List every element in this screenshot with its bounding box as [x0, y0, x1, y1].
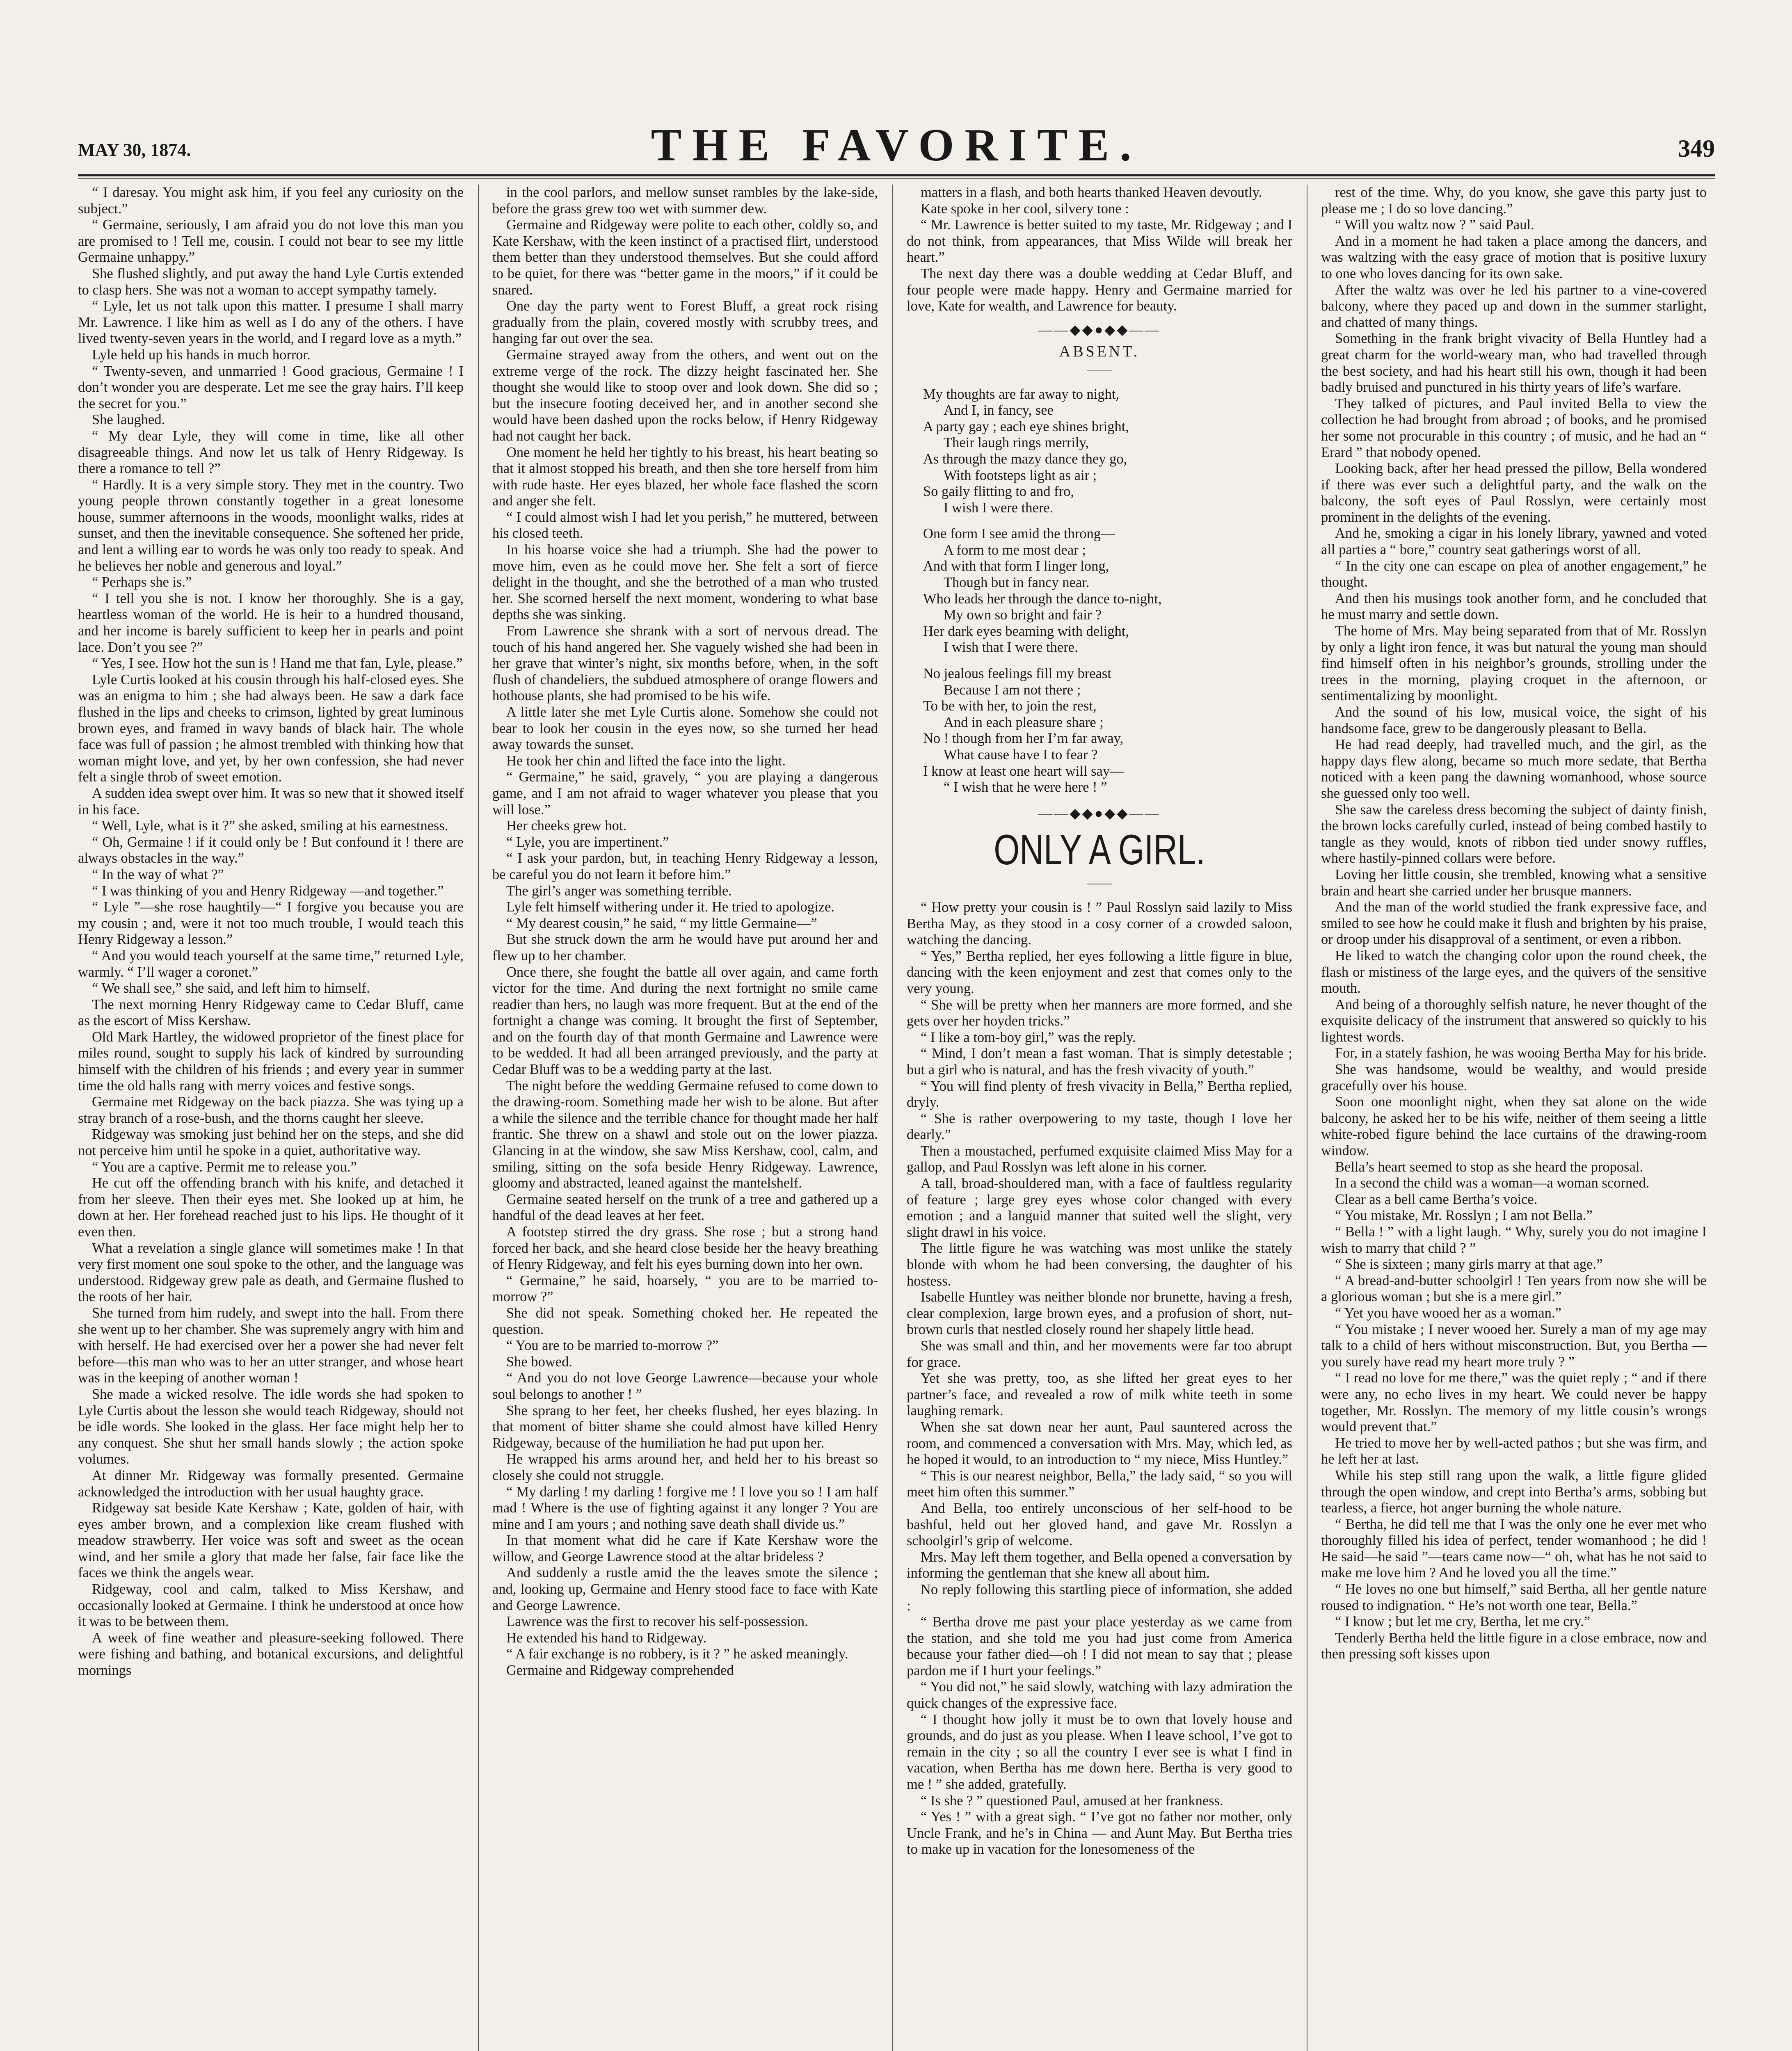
issue-date: MAY 30, 1874. [78, 140, 191, 160]
story-body [907, 900, 1292, 1858]
newspaper-page [78, 62, 1715, 2051]
poem-line: With footsteps light as air ; [944, 467, 1097, 483]
paragraph: She was handsome, would be wealthy, and would preside gracefully over his house. [1321, 1062, 1707, 1094]
paragraph: When she sat down near her aunt, Paul sauntered across the room, and commenced a conversation with Mrs. May, which led, as he hoped it would, to an introduction to “ my niece, Miss Huntley.” [907, 1419, 1292, 1468]
paragraph: “ You are a captive. Permit me to release you.” [92, 1159, 357, 1175]
paragraph: Isabelle Huntley was neither blonde nor brunette, having a fresh, clear complexion, large brown eyes, and a profusion of short, nut-brown curls that nestled closely round her shapely little head. [907, 1289, 1292, 1338]
paragraph: Something in the frank bright vivacity of Bella Huntley had a great charm for the world-weary man, who had travelled through the best society, and had his heart still his own, though it had been badly bruised and punctured in his thirty years of life’s warfare. [1321, 331, 1707, 395]
poem-line: So gaily flitting to and fro, [923, 484, 1074, 500]
poem-stanza [907, 666, 1292, 796]
paragraph: And suddenly a rustle amid the the leaves smote the silence ; and, looking up, Germaine and Henry stood face to face with Kate and George Lawrence. [492, 1565, 878, 1613]
paragraph: “ Yet you have wooed her as a woman.” [1335, 1305, 1561, 1321]
poem-stanza [907, 386, 1292, 516]
paragraph: Tenderly Bertha held the little figure in a close embrace, now and then pressing soft kisses upon [1321, 1630, 1707, 1662]
paragraph: “ I was thinking of you and Henry Ridgeway —and together.” [92, 883, 444, 899]
column-2 [492, 185, 878, 2051]
paragraph: “ Bella ! ” with a light laugh. “ Why, surely you do not imagine I wish to marry that child ? ” [1321, 1224, 1707, 1256]
paragraph: She did not speak. Something choked her. He repeated the question. [492, 1305, 878, 1337]
poem-line: A party gay ; each eye shines bright, [923, 418, 1129, 434]
column-3 [907, 185, 1292, 2051]
paragraph: And Bella, too entirely unconscious of her self-hood to be bashful, held out her gloved hand, and gave Mr. Rosslyn a schoolgirl’s grip of welcome. [907, 1500, 1292, 1549]
poem-line: My thoughts are far away to night, [923, 386, 1120, 402]
poem-title: ABSENT. [1059, 343, 1140, 361]
paragraph: “ You mistake, Mr. Rosslyn ; I am not Bella.” [1335, 1208, 1593, 1224]
poem-line: One form I see amid the throng— [923, 526, 1115, 542]
paragraph: “ In the way of what ?” [92, 866, 224, 882]
masthead-rule-thin [78, 178, 1715, 179]
paragraph: And in a moment he had taken a place among the dancers, and was waltzing with the easy grace of motion that is positive luxury to one who loves dancing for its own sake. [1321, 233, 1707, 281]
paragraph: And the man of the world studied the frank expressive face, and smiled to see how he could make it flush and brighten by his praise, or droop under his disapproval of a sentiment, or even a ribbon. [1321, 899, 1707, 948]
story-conclusion [907, 185, 1292, 315]
paragraph: He cut off the offending branch with his knife, and detached it from her sleeve. Then their eyes met. She looked up at him, he down at her. Her forehead reached just to his lips. He thought of it even then. [78, 1175, 464, 1240]
paragraph: Her cheeks grew hot. [506, 818, 627, 834]
paragraph: “ I read no love for me there,” was the quiet reply ; “ and if there were any, no echo lives in my heart. We could never be happy together, Mr. Rosslyn. The memory of my little cousin’s wrongs would prevent that.” [1321, 1370, 1707, 1435]
paragraph: Bella’s heart seemed to stop as she heard the proposal. [1335, 1159, 1643, 1175]
paragraph: She made a wicked resolve. The idle words she had spoken to Lyle Curtis about the lesson she would teach Ridgeway, should not be idle words. She looked in the glass. Her face might help her to any conquest. She shut her small hands slowly ; the action spoke volumes. [78, 1386, 464, 1467]
paragraph: He tried to move her by well-acted pathos ; but she was firm, and he left her at last. [1321, 1435, 1707, 1467]
paragraph: In that moment what did he care if Kate Kershaw wore the willow, and George Lawrence stood at the altar brideless ? [492, 1533, 878, 1565]
paragraph: Ridgeway sat beside Kate Kershaw ; Kate, golden of hair, with eyes amber brown, and a complexion like cream flushed with meadow strawberry. Her voice was soft and sweet as the ocean wind, and her smile a glory that made her false, fair face like the faces we think the angels wear. [78, 1500, 464, 1581]
paragraph: “ Mr. Lawrence is better suited to my taste, Mr. Ridgeway ; and I do not think, from appearances, that Miss Wilde will break her heart.” [907, 217, 1292, 265]
paragraph: The little figure he was watching was most unlike the stately blonde with whom he had been conversing, the daughter of his hostess. [907, 1240, 1292, 1289]
title-dash: —— [1087, 876, 1112, 890]
paragraph: No reply following this startling piece of information, she added : [907, 1581, 1292, 1614]
paragraph: “ A fair exchange is no robbery, is it ? ” he asked meaningly. [506, 1646, 848, 1662]
paragraph: While his step still rang upon the walk, a little figure glided through the open window, and crept into Bertha’s arms, sobbing but tearless, a fierce, hot anger burning the whole nature. [1321, 1467, 1707, 1516]
paragraph: Germaine and Ridgeway comprehended [506, 1663, 734, 1679]
poem-line: Because I am not there ; [944, 682, 1081, 698]
paragraph: She laughed. [92, 412, 165, 428]
paragraph: “ Oh, Germaine ! if it could only be ! But confound it ! there are always obstacles in the way.” [78, 834, 464, 866]
paragraph: Then a moustached, perfumed exquisite claimed Miss May for a gallop, and Paul Rosslyn was left alone in his corner. [907, 1143, 1292, 1175]
paragraph: What a revelation a single glance will sometimes make ! In that very first moment one soul spoke to the other, and the language was understood. Ridgeway grew pale as death, and Germaine flushed to the roots of her hair. [78, 1240, 464, 1305]
paragraph: She sprang to her feet, her cheeks flushed, her eyes blazing. In that moment of bitter shame she could almost have killed Henry Ridgeway, because of the humiliation he had put upon her. [492, 1402, 878, 1451]
paragraph: “ She is rather overpowering to my taste, though I love her dearly.” [907, 1110, 1292, 1143]
paragraph: “ Will you waltz now ? ” said Paul. [1335, 217, 1534, 233]
paragraph: “ Germaine, seriously, I am afraid you do not love this man you are promised to ! Tell me, cousin. I could not bear to see my little Germaine unhappy.” [78, 217, 464, 265]
poem-line: I wish that I were there. [944, 640, 1078, 655]
paragraph: The home of Mrs. May being separated from that of Mr. Rosslyn by only a light iron fence, it was but natural the young man should find himself often in his neighbor’s grounds, strolling under the trees in the morning, playing croquet in the afternoon, or sentimentalizing by moonlight. [1321, 623, 1707, 704]
paragraph: Germaine and Ridgeway were polite to each other, coldly so, and Kate Kershaw, with the keen instinct of a practised flirt, understood them better than they understood themselves. But she could afford to be quiet, for there was “better game in the moors,” if it could be snared. [492, 217, 878, 298]
paragraph: Germaine seated herself on the trunk of a tree and gathered up a handful of the dead leaves at her feet. [492, 1191, 878, 1224]
paragraph: Ridgeway was smoking just behind her on the steps, and she did not perceive him until he spoke in a quiet, authoritative way. [78, 1126, 464, 1159]
paragraph: He liked to watch the changing color upon the round cheek, the flash or mistiness of the large eyes, and the quivers of the sensitive mouth. [1321, 948, 1707, 996]
paragraph: Loving her little cousin, she trembled, knowing what a sensitive brain and heart she carried under her brusque manners. [1321, 866, 1707, 899]
poem-line: No jealous feelings fill my breast [923, 666, 1111, 682]
paragraph: “ My dear Lyle, they will come in time, like all other disagreeable things. And now let us talk of Henry Ridgeway. Is there a romance to tell ?” [78, 428, 464, 477]
paragraph: Old Mark Hartley, the widowed proprietor of the finest place for miles round, sought to supply his lack of kindred by surrounding himself with the children of his friends ; and every year in summer time the old halls rang with merry voices and festive songs. [78, 1029, 464, 1094]
paragraph: “ Mind, I don’t mean a fast woman. That is simply detestable ; but a girl who is natural, and has the fresh vivacity of youth.” [907, 1046, 1292, 1078]
paragraph: Kate spoke in her cool, silvery tone : [921, 201, 1129, 217]
paragraph: “ I know ; but let me cry, Bertha, let me cry.” [1335, 1614, 1591, 1630]
paragraph: “ And you would teach yourself at the same time,” returned Lyle, warmly. “ I’ll wager a coronet.” [78, 948, 464, 980]
poem-line: And in each pleasure share ; [944, 714, 1104, 730]
paragraph: In a second the child was a woman—a woman scorned. [1335, 1175, 1650, 1191]
poem-line: No ! though from her I’m far away, [923, 731, 1124, 747]
masthead-rule [78, 174, 1715, 176]
paragraph: A tall, broad-shouldered man, with a face of faultless regularity of feature ; large grey eyes whose color changed with every emotion ; and a languid manner that suited well the slight, very slight drawl in his voice. [907, 1176, 1292, 1240]
poem-line: Who leads her through the dance to-night, [923, 591, 1162, 607]
paragraph: After the waltz was over he led his partner to a vine-covered balcony, where they paced up and down in the summer starlight, and chatted of many things. [1321, 282, 1707, 330]
poem-line: I wish I were there. [944, 500, 1054, 516]
paragraph: “ I could almost wish I had let you perish,” he muttered, between his closed teeth. [492, 509, 878, 541]
masthead [78, 111, 1715, 172]
paragraph: “ Bertha drove me past your place yesterday as we came from the station, and she told me you had just come from America because your father died—oh ! I did not mean to say that ; please pardon me if I hurt your feelings.” [907, 1614, 1292, 1679]
story-title: ONLY A GIRL. [994, 826, 1205, 874]
paragraph: “ Lyle, you are impertinent.” [506, 834, 669, 850]
paragraph: “ Lyle, let us not talk upon this matter. I presume I shall marry Mr. Lawrence. I like him as well as I do any of the others. I have lived twenty-seven years in the world, and I regard love as a myth.” [78, 298, 464, 347]
poem-line: My own so bright and fair ? [944, 607, 1102, 623]
poem-line: As through the mazy dance they go, [923, 451, 1127, 467]
paragraph: “ I thought how jolly it must be to own that lovely house and grounds, and do just as you please. When I leave school, I’ve got to remain in the city ; so all the country I ever see is what I find in vacation, when Bertha has me down here. Bertha is very good to me ! ” she added, gratefully. [907, 1711, 1292, 1793]
paragraph: “ Germaine,” he said, hoarsely, “ you are to be married to-morrow ?” [492, 1272, 878, 1305]
paragraph: And being of a thoroughly selfish nature, he never thought of the exquisite delicacy of the instrument that answered so quickly to his lightest words. [1321, 996, 1707, 1045]
paragraph: One moment he held her tightly to his breast, his heart beating so that it almost stopped his breath, and then she tore herself from him with rude haste. Her eyes blazed, her whole face flashed the scorn and anger she felt. [492, 444, 878, 509]
paragraph: “ Hardly. It is a very simple story. They met in the country. Two young people thrown constantly together in a great lonesome house, summer afternoons in the woods, moonlight walks, rides at sunset, and then the inevitable consequence. She softened her pride, and lent a willing ear to words he was only too ready to speak. And he believes her noble and generous and loyal.” [78, 477, 464, 574]
poem-stanza [907, 526, 1292, 656]
section-ornament: ——◆◆●◆◆—— [1038, 322, 1161, 338]
paragraph: Clear as a bell came Bertha’s voice. [1335, 1191, 1538, 1207]
paragraph: From Lawrence she shrank with a sort of nervous dread. The touch of his hand angered her. She vaguely wished she had been in her grave that winter’s night, six months before, when, in the soft flush of chandeliers, the subdued atmosphere of orange flowers and hothouse plants, she had promised to be his wife. [492, 623, 878, 704]
paragraph: Once there, she fought the battle all over again, and came forth victor for the time. And during the next fortnight no smile came readier than hers, no laugh was more frequent. But at the end of the fortnight a change was coming. It brought the first of September, and on the fourth day of that month Germaine and Lawrence were to be wedded. It had all been arranged previously, and the party at Cedar Bluff was to be a wedding party at the last. [492, 964, 878, 1078]
page-number: 349 [1678, 135, 1715, 162]
paragraph: “ Perhaps she is.” [92, 574, 192, 590]
paragraph: rest of the time. Why, do you know, she gave this party just to please me ; I do so love dancing.” [1321, 185, 1707, 217]
paragraph: “ My darling ! my darling ! forgive me ! I love you so ! I am half mad ! Where is the use of fighting against it any longer ? You are mine and I am yours ; and nothing save death shall divide us.” [492, 1484, 878, 1532]
paragraph: “ Yes,” Bertha replied, her eyes following a little figure in blue, dancing with the keen enjoyment and zest that comes only to the very young. [907, 948, 1292, 996]
paragraph: “ You will find plenty of fresh vivacity in Bella,” Bertha replied, dryly. [907, 1078, 1292, 1110]
paragraph: He wrapped his arms around her, and held her to his breast so closely she could not struggle. [492, 1451, 878, 1483]
paragraph: Mrs. May left them together, and Bella opened a conversation by informing the gentleman that she knew all about him. [907, 1549, 1292, 1581]
paragraph: “ Twenty-seven, and unmarried ! Good gracious, Germaine ! I don’t wonder you are desperate. Let me see the gray hairs. I’ll keep the secret for you.” [78, 363, 464, 411]
paragraph: She saw the careless dress becoming the subject of dainty finish, the brown locks carefully curled, instead of being combed hastily to tangle as they would, knots of ribbon tied under snowy ruffles, where hastily-pinned collars were before. [1321, 802, 1707, 866]
paragraph: “ Is she ? ” questioned Paul, amused at her frankness. [921, 1793, 1223, 1809]
paragraph: The night before the wedding Germaine refused to come down to the drawing-room. Something made her wish to be alone. But after a while the silence and the terrible chance for thought made her half frantic. She threw on a shawl and stole out on the lower piazza. Glancing in at the window, she saw Miss Kershaw, cool, calm, and smiling, sitting on the sofa beside Henry Ridgeway. Lawrence, gloomy and abstracted, leaned against the mantelshelf. [492, 1078, 878, 1191]
column-1 [78, 185, 464, 2051]
paragraph: The girl’s anger was something terrible. [506, 883, 732, 899]
paragraph: “ A bread-and-butter schoolgirl ! Ten years from now she will be a glorious woman ; but she is a mere girl.” [1321, 1272, 1707, 1305]
paragraph: “ You did not,” he said slowly, watching with lazy admiration the quick changes of the expressive face. [907, 1679, 1292, 1711]
paragraph: They talked of pictures, and Paul invited Bella to view the collection he had brought from abroad ; of books, and he promised her some not procurable in this country ; of music, and he had an “ Erard ” that nobody opened. [1321, 395, 1707, 460]
paragraph: At dinner Mr. Ridgeway was formally presented. Germaine acknowledged the introduction with her usual haughty grace. [78, 1467, 464, 1500]
title-dash: —— [1087, 363, 1112, 377]
paragraph: “ You mistake ; I never wooed her. Surely a man of my age may talk to a child of hers without misconstruction. But, you Bertha — you surely have read my heart more truly ? ” [1321, 1321, 1707, 1370]
paragraph: She turned from him rudely, and swept into the hall. From there she went up to her chamber. She was supremely angry with him and with herself. He had exercised over her a power she had never felt before—this man who was to her an utter stranger, and whose heart was in the keeping of another woman ! [78, 1305, 464, 1386]
paragraph: One day the party went to Forest Bluff, a great rock rising gradually from the plain, covered mostly with scrubby trees, and hanging far out over the sea. [492, 298, 878, 347]
poem [907, 386, 1292, 796]
paragraph: She flushed slightly, and put away the hand Lyle Curtis extended to clasp hers. She was not a woman to accept sympathy tamely. [78, 265, 464, 298]
paragraph: “ She will be pretty when her manners are more formed, and she gets over her hoyden tricks.” [907, 997, 1292, 1029]
paragraph: He had read deeply, had travelled much, and the girl, as the happy days flew along, became so much more sedate, that Bertha noticed with a keen pang the dawning womanhood, whose source she guessed only too well. [1321, 737, 1707, 801]
paragraph: Lyle held up his hands in much horror. [92, 347, 311, 363]
paragraph: He extended his hand to Ridgeway. [506, 1630, 707, 1646]
paragraph: Looking back, after her head pressed the pillow, Bella wondered if there was ever such a delightful party, and the walk on the balcony, the soft eyes of Paul Rosslyn, were certainly most prominent in the delights of the evening. [1321, 461, 1707, 525]
paragraph: And he, smoking a cigar in his lonely library, yawned and voted all parties a “ bore,” country seat gatherings worst of all. [1321, 525, 1707, 558]
paragraph: Ridgeway, cool and calm, talked to Miss Kershaw, and occasionally looked at Germaine. I think he understood at once how it was to be between them. [78, 1581, 464, 1630]
paragraph: “ My dearest cousin,” he said, “ my little Germaine—” [506, 915, 817, 931]
paragraph: in the cool parlors, and mellow sunset rambles by the lake-side, before the grass grew too wet with summer dew. [492, 185, 878, 217]
column-4 [1321, 185, 1707, 2051]
paragraph: Lawrence was the first to recover his self-possession. [506, 1614, 808, 1630]
paragraph: “ I daresay. You might ask him, if you feel any curiosity on the subject.” [78, 185, 464, 217]
paragraph: A week of fine weather and pleasure-seeking followed. There were fishing and bathing, and botanical excursions, and delightful mornings [78, 1630, 464, 1679]
poem-line: What cause have I to fear ? [944, 747, 1098, 763]
column-divider [478, 185, 479, 2051]
paragraph: In his hoarse voice she had a triumph. She had the power to move him, even as he could move her. She felt a sort of fierce delight in the thought, and she the betrothed of a man who trusted her. She scorned herself the next moment, wondering to what base depths she was sinking. [492, 542, 878, 623]
paragraph: “ Well, Lyle, what is it ?” she asked, smiling at his earnestness. [92, 818, 448, 834]
column-divider [892, 185, 893, 2051]
poem-line: And with that form I linger long, [923, 558, 1109, 574]
paragraph: “ Lyle ”—she rose haughtily—“ I forgive you because you are my cousin ; and, were it not too much trouble, I would teach this Henry Ridgeway a lesson.” [78, 899, 464, 948]
poem-line: Though but in fancy near. [944, 575, 1090, 591]
paragraph: “ She is sixteen ; many girls marry at that age.” [1335, 1256, 1603, 1272]
paragraph: “ And you do not love George Lawrence—because your whole soul belongs to another ! ” [492, 1370, 878, 1402]
paragraph: “ Germaine,” he said, gravely, “ you are playing a dangerous game, and I am not afraid to wager whatever you please that you will lose.” [492, 769, 878, 818]
paragraph: The next day there was a double wedding at Cedar Bluff, and four people were made happy. Henry and Germaine married for love, Kate for wealth, and Lawrence for beauty. [907, 265, 1292, 314]
poem-line: “ I wish that he were here ! ” [944, 779, 1107, 795]
paragraph: “ Bertha, he did tell me that I was the only one he ever met who thoroughly filled his idea of perfect, tender womanhood ; he did ! He said—he said ”—tears came now—“ oh, what has he not said to make me love him ? And he loved you all the time.” [1321, 1516, 1707, 1581]
paragraph: A sudden idea swept over him. It was so new that it showed itself in his face. [78, 785, 464, 818]
poem-line: A form to me most dear ; [944, 542, 1086, 558]
paragraph: Germaine strayed away from the others, and went out on the extreme verge of the rock. The dizzy height fascinated her. She thought she would like to stoop over and look down. She did so ; but the insecure footing deceived her, and in another second she would have been dashed upon the rocks below, if Henry Ridgeway had not caught her back. [492, 347, 878, 444]
paragraph: Germaine met Ridgeway on the back piazza. She was tying up a stray branch of a rose-bush, and the thorns caught her sleeve. [78, 1094, 464, 1126]
paragraph: And the sound of his low, musical voice, the sight of his handsome face, grew to be dangerously pleasant to Bella. [1321, 704, 1707, 736]
paragraph: Soon one moonlight night, when they sat alone on the wide balcony, he asked her to be his wife, neither of them seeing a little white-robed figure behind the lace curtains of the drawing-room window. [1321, 1094, 1707, 1159]
poem-line: Her dark eyes beaming with delight, [923, 623, 1129, 639]
paragraph: A little later she met Lyle Curtis alone. Somehow she could not bear to look her cousin in the eyes now, so she turned her head away towards the sunset. [492, 704, 878, 753]
paragraph: She bowed. [506, 1354, 572, 1370]
poem-line: Their laugh rings merrily, [944, 435, 1089, 451]
paragraph: “ This is our nearest neighbor, Bella,” the lady said, “ so you will meet him often this summer.” [907, 1468, 1292, 1500]
paragraph: “ I like a tom-boy girl,” was the reply. [921, 1029, 1136, 1045]
paragraph: The next morning Henry Ridgeway came to Cedar Bluff, came as the escort of Miss Kershaw. [78, 996, 464, 1029]
paragraph: “ Yes, I see. How hot the sun is ! Hand me that fan, Lyle, please.” [92, 655, 463, 671]
paragraph: “ I ask your pardon, but, in teaching Henry Ridgeway a lesson, be careful you do not learn it before him.” [492, 850, 878, 882]
paragraph: matters in a flash, and both hearts thanked Heaven devoutly. [921, 185, 1262, 200]
paragraph: “ How pretty your cousin is ! ” Paul Rosslyn said lazily to Miss Bertha May, as they stood in a cosy corner of a crowded saloon, watching the dancing. [907, 899, 1292, 948]
poem-line: I know at least one heart will say— [923, 763, 1124, 779]
paragraph: A footstep stirred the dry grass. She rose ; but a strong hand forced her back, and she heard close beside her the heavy breathing of Henry Ridgeway, and felt his eyes burning down into her own. [492, 1224, 878, 1272]
paragraph: Lyle felt himself withering under it. He tried to apologize. [506, 899, 834, 915]
paragraph: Lyle Curtis looked at his cousin through his half-closed eyes. She was an enigma to him ; she had always been. He saw a dark face flushed in the lips and cheeks to crimson, lighted by great luminous brown eyes, and framed in wavy bands of black hair. The whole face was full of passion ; he almost trembled with thinking how that woman might love, and yet, by her own confession, she had never felt a single throb of sweet emotion. [78, 671, 464, 785]
paragraph: “ I tell you she is not. I know her thoroughly. She is a gay, heartless woman of the world. He is heir to a hundred thousand, and her income is barely sufficient to keep her in pearls and point lace. Don’t you see ?” [78, 590, 464, 655]
paragraph: But she struck down the arm he would have put around her and flew up to her chamber. [492, 932, 878, 964]
paragraph: “ You are to be married to-morrow ?” [506, 1338, 719, 1354]
paragraph: “ Yes ! ” with a great sigh. “ I’ve got no father nor mother, only Uncle Frank, and he’s in China — and Aunt May. But Bertha tries to make up in vacation for the lonesomeness of the [907, 1809, 1292, 1857]
poem-line: To be with her, to join the rest, [923, 698, 1097, 714]
paragraph: And then his musings took another form, and he concluded that he must marry and settle down. [1321, 590, 1707, 623]
paragraph: He took her chin and lifted the face into the light. [506, 753, 786, 769]
paragraph: “ He loves no one but himself,” said Bertha, all her gentle nature roused to indignation. “ He’s not worth one tear, Bella.” [1321, 1581, 1707, 1613]
newspaper-title: THE FAVORITE. [651, 120, 1142, 171]
paragraph: Yet she was pretty, too, as she lifted her great eyes to her partner’s face, and revealed a row of milk white teeth in some laughing remark. [907, 1370, 1292, 1419]
paragraph: “ We shall see,” she said, and left him to himself. [92, 980, 370, 996]
paragraph: She was small and thin, and her movements were far too abrupt for grace. [907, 1338, 1292, 1370]
section-ornament: ——◆◆●◆◆—— [1038, 806, 1161, 821]
poem-line: And I, in fancy, see [944, 402, 1054, 418]
paragraph: “ In the city one can escape on plea of another engagement,” he thought. [1321, 558, 1707, 590]
paragraph: For, in a stately fashion, he was wooing Bertha May for his bride. [1335, 1045, 1707, 1061]
